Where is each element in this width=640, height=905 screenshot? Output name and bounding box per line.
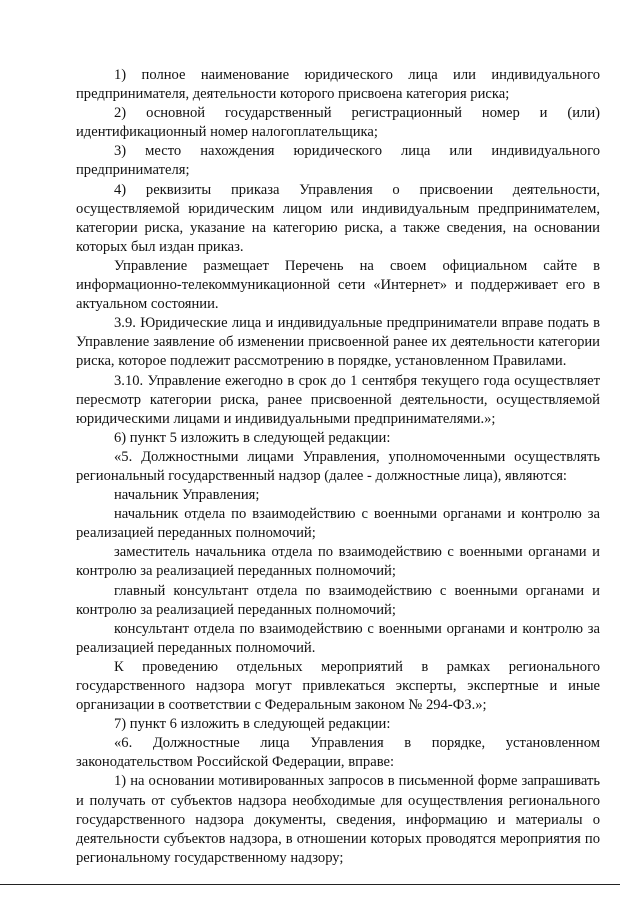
paragraph-deputy-head: заместитель начальника отдела по взаимодействию с военными органами и контролю за реализацией переданных полномочий; — [76, 544, 600, 580]
paragraph-item-2: 2) основной государственный регистрационный номер и (или) идентификационный номер налогоплательщика; — [76, 105, 600, 141]
paragraph-item-3: 3) место нахождения юридического лица или индивидуального предпринимателя; — [76, 143, 600, 179]
paragraph-6-intro: «6. Должностные лица Управления в порядке, установленном законодательством Российской Федерации, вправе: — [76, 735, 600, 771]
paragraph-5-intro: «5. Должностными лицами Управления, уполномоченными осуществлять региональный государственный надзор (далее - должностные лица), являются: — [76, 448, 600, 484]
paragraph-3-10: 3.10. Управление ежегодно в срок до 1 сентября текущего года осуществляет пересмотр категории риска, ранее присвоенной деятельности, осуществляемой юридическими лицами и индивидуальными предпринимателями.»; — [76, 372, 600, 427]
paragraph-item-4: 4) реквизиты приказа Управления о присвоении деятельности, осуществляемой юридическим лицом или индивидуальным предпринимателем, категории риска, указание на категорию риска, а также сведения, на основании которых был издан приказ. — [76, 181, 600, 255]
paragraph-6-item-1: 1) на основании мотивированных запросов в письменной форме запрашивать и получать от субъектов надзора необходимые для осуществления регионального государственного надзора документы, сведения, информацию и материалы о деятельности субъектов надзора, в отношении которых проводятся мероприятия по региональному государственному надзору; — [76, 773, 600, 866]
footer-divider — [0, 884, 620, 885]
paragraph-experts: К проведению отдельных мероприятий в рамках регионального государственного надзора могут привлекаться эксперты, экспертные и иные организации в соответствии с Федеральным законом № 294-ФЗ.»; — [76, 658, 600, 714]
paragraph-publication: Управление размещает Перечень на своем официальном сайте в информационно-телекоммуникационной сети «Интернет» и поддерживает его в актуальном состоянии. — [76, 257, 600, 313]
document-body — [76, 66, 600, 868]
paragraph-head: начальник Управления; — [114, 487, 260, 504]
paragraph-amend-point-6: 7) пункт 6 изложить в следующей редакции: — [114, 716, 391, 733]
paragraph-3-9: 3.9. Юридические лица и индивидуальные предприниматели вправе подать в Управление заявление об изменении присвоенной ранее их деятельности категории риска, которое подлежит рассмотрению в порядке, установленном Правилами. — [76, 315, 600, 370]
paragraph-consultant: консультант отдела по взаимодействию с военными органами и контролю за реализацией переданных полномочий. — [76, 620, 600, 656]
paragraph-item-1: 1) полное наименование юридического лица или индивидуального предпринимателя, деятельности которого присвоена категория риска; — [76, 67, 600, 103]
paragraph-dept-head: начальник отдела по взаимодействию с военными органами и контролю за реализацией переданных полномочий; — [76, 506, 600, 542]
paragraph-amend-point-5: 6) пункт 5 изложить в следующей редакции: — [114, 429, 391, 446]
paragraph-chief-consultant: главный консультант отдела по взаимодействию с военными органами и контролю за реализацией переданных полномочий; — [76, 582, 600, 618]
